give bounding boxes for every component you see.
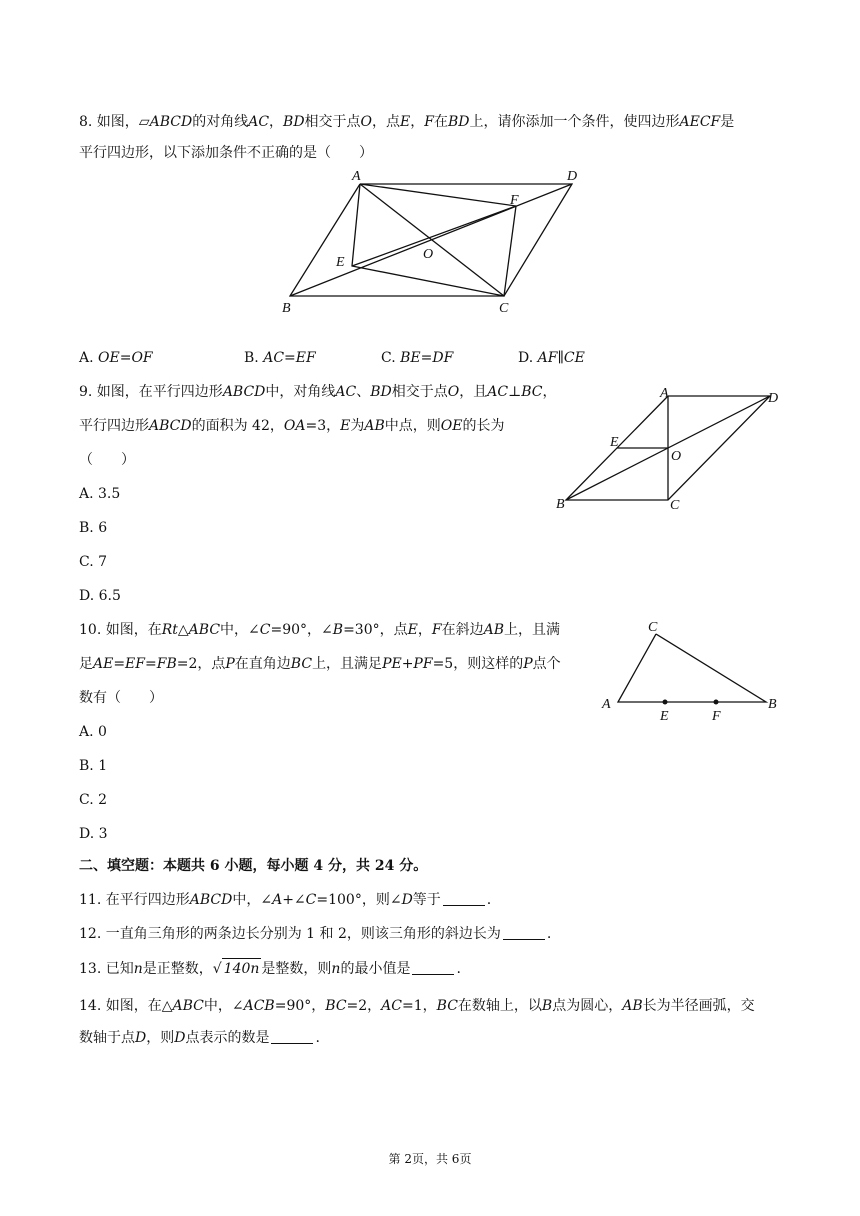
q14-answer-blank — [271, 1031, 313, 1044]
q14-line-2: 数轴于点D，则D点表示的数是 . — [79, 1030, 320, 1046]
q9-option-c: C. 7 — [79, 554, 108, 570]
q10-option-a: A. 0 — [79, 724, 107, 740]
q8-label-b: B — [282, 301, 291, 316]
q10-label-e: E — [660, 709, 669, 724]
q8-label-e: E — [336, 255, 345, 270]
q8-label-c: C — [499, 301, 509, 316]
q9-option-b: B. 6 — [79, 520, 108, 536]
q10-option-d: D. 3 — [79, 826, 108, 842]
q10-line-3: 数有（ ） — [79, 690, 163, 706]
q10-label-c: C — [648, 620, 658, 635]
q8-label-d: D — [567, 169, 578, 184]
q8-label-o: O — [423, 247, 434, 262]
q8-line-2: 平行四边形，以下添加条件不正确的是（ ） — [79, 145, 373, 161]
q9-option-a: A. 3.5 — [79, 486, 121, 502]
q10-label-f: F — [712, 709, 721, 724]
q10-figure — [596, 616, 786, 726]
q8-label-a: A — [352, 169, 361, 184]
q10-line-2: 足AE=EF=FB=2，点P在直角边BC上，且满足PE+PF=5，则这样的P点个 — [79, 656, 561, 672]
q9-label-e: E — [610, 435, 619, 450]
q9-label-a: A — [660, 386, 669, 401]
q8-segment-ef — [352, 206, 516, 266]
q9-label-d: D — [768, 391, 779, 406]
q9-line-3: （ ） — [79, 452, 135, 468]
q8-label-f: F — [510, 193, 519, 208]
q10-label-a: A — [602, 697, 611, 712]
q9-label-b: B — [556, 497, 565, 512]
q11-answer-blank — [443, 893, 485, 906]
q9-line-1: 9. 如图，在平行四边形ABCD中，对角线AC、BD相交于点O，且AC⊥BC， — [79, 384, 557, 400]
q9-option-d: D. 6.5 — [79, 588, 121, 604]
page-footer: 第 2页，共 6页 — [388, 1152, 472, 1166]
q12-answer-blank — [503, 927, 545, 940]
q8-line-1: 8. 如图，▱ABCD的对角线AC，BD相交于点O，点E，F在BD上，请你添加一个条件，使四边形AECF是 — [79, 114, 735, 130]
q10-label-b: B — [768, 697, 777, 712]
q13-line: 13. 已知n是正整数，√ 140n 是整数，则n的最小值是 . — [79, 958, 461, 979]
q8-diagonal-bd — [290, 184, 572, 296]
section-2-heading: 二、填空题：本题共 6 小题，每小题 4 分，共 24 分。 — [79, 858, 428, 874]
q10-point-e — [663, 700, 668, 705]
q10-point-f — [714, 700, 719, 705]
q8-figure — [270, 168, 600, 318]
q9-label-o: O — [671, 449, 682, 464]
q10-line-1: 10. 如图，在Rt△ABC中，∠C=90°，∠B=30°，点E，F在斜边AB上，且满 — [79, 622, 560, 638]
q13-radicand: 140n — [222, 958, 262, 979]
q8-option-d: D. AF∥CE — [518, 350, 585, 366]
q8-option-c: C. BE=DF — [381, 350, 454, 366]
q8-quad-aecf — [352, 184, 516, 296]
q8-option-a: A. OE=OF — [79, 350, 153, 366]
q10-option-b: B. 1 — [79, 758, 108, 774]
q9-figure — [548, 380, 788, 515]
q9-label-c: C — [670, 498, 680, 513]
q13-sqrt-sign: √ — [212, 961, 222, 977]
q10-option-c: C. 2 — [79, 792, 108, 808]
q8-option-b: B. AC=EF — [244, 350, 316, 366]
q14-line-1: 14. 如图，在△ABC中，∠ACB=90°，BC=2，AC=1，BC在数轴上，以B点为圆心，AB长为半径画弧，交 — [79, 998, 755, 1014]
q12-line: 12. 一直角三角形的两条边长分别为 1 和 2，则该三角形的斜边长为 . — [79, 926, 552, 942]
q11-line: 11. 在平行四边形ABCD中，∠A+∠C=100°，则∠D等于 . — [79, 892, 492, 908]
q9-line-2: 平行四边形ABCD的面积为 42，OA=3，E为AB中点，则OE的长为 — [79, 418, 505, 434]
q13-answer-blank — [412, 962, 454, 975]
q10-triangle — [618, 634, 766, 702]
